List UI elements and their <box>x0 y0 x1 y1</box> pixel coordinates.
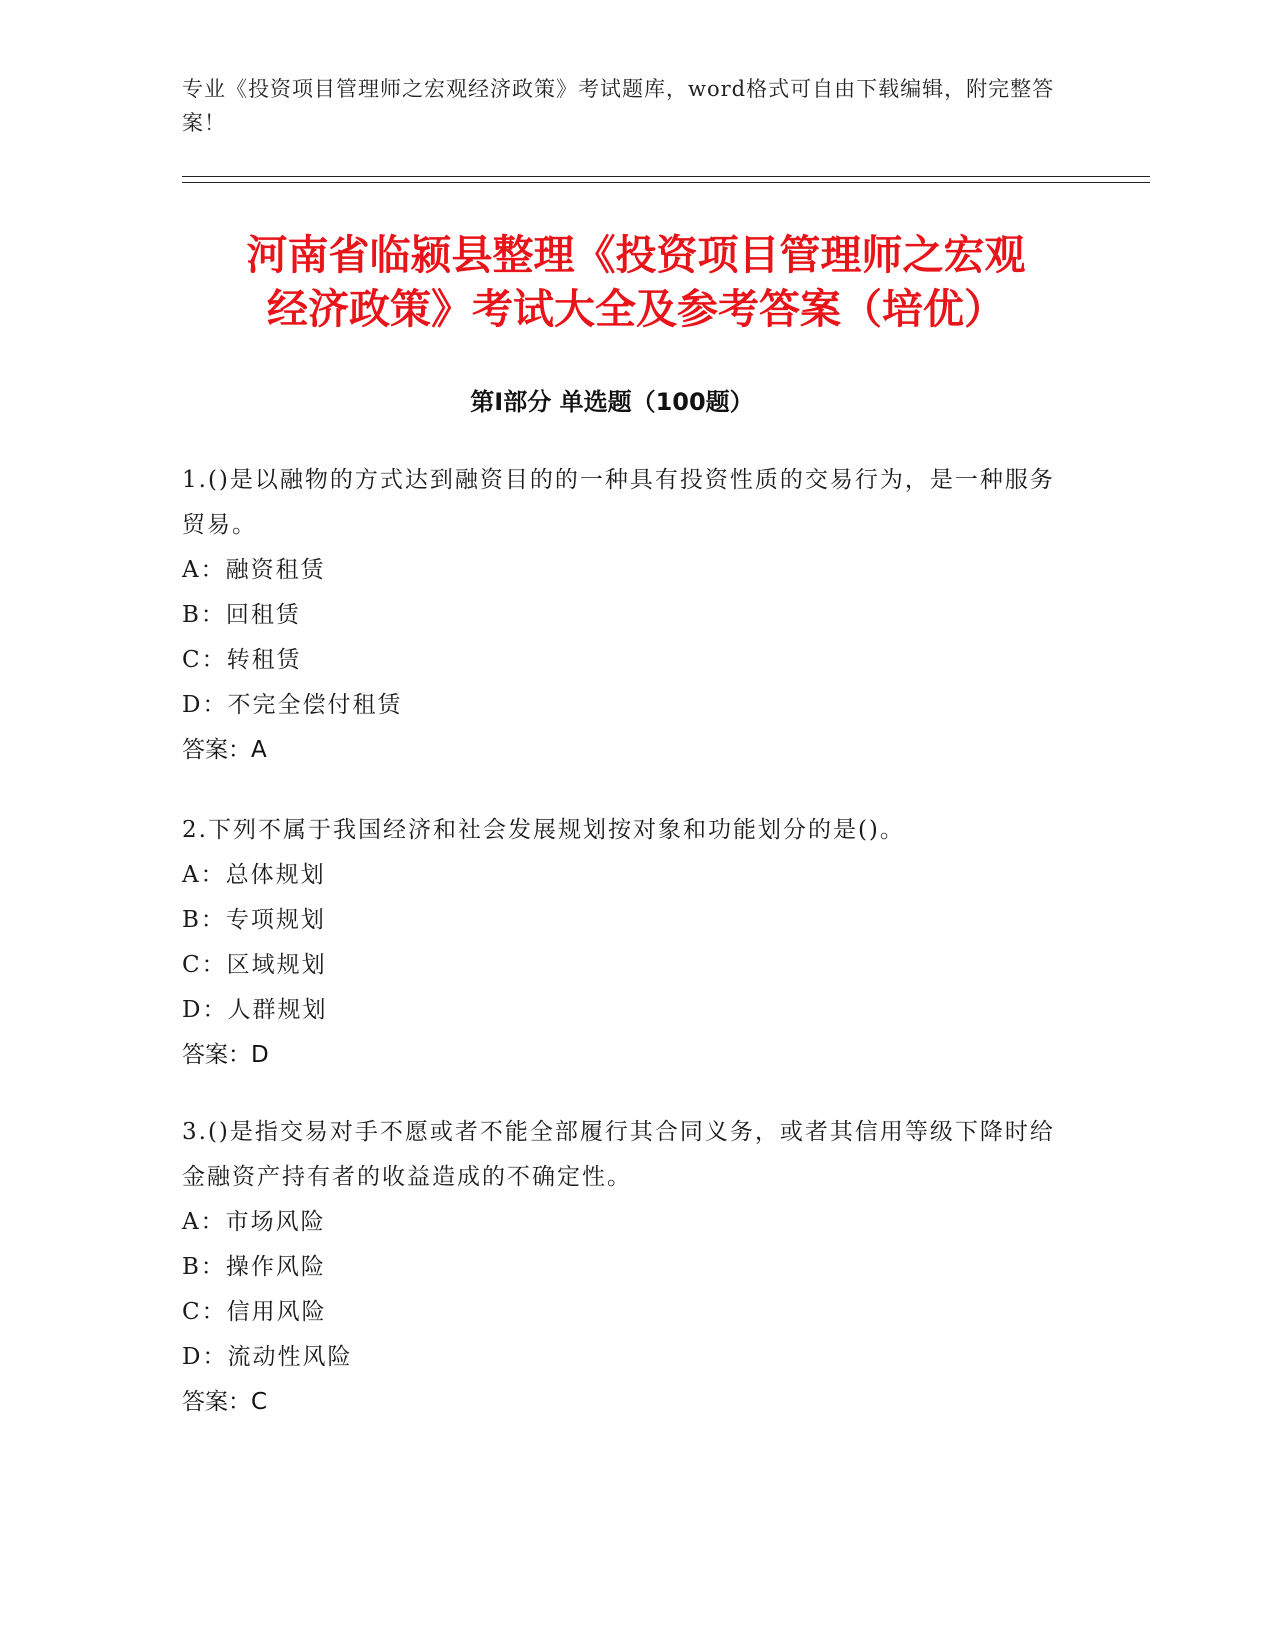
header-divider-bottom <box>182 182 1150 183</box>
section-title: 第Ⅰ部分 单选题（100题） <box>470 388 754 416</box>
document-title-line1: 河南省临颍县整理《投资项目管理师之宏观 <box>246 231 1026 279</box>
answer: 答案：D <box>182 1042 269 1068</box>
option-c: C：转租赁 <box>182 647 302 673</box>
answer: 答案：C <box>182 1389 268 1415</box>
option-d: D：人群规划 <box>182 997 328 1023</box>
header-note: 专业《投资项目管理师之宏观经济政策》考试题库，word格式可自由下载编辑，附完整答案！ <box>182 77 1055 135</box>
option-d: D：不完全偿付租赁 <box>182 692 403 718</box>
option-b: B：回租赁 <box>182 602 301 628</box>
question-stem: 2.下列不属于我国经济和社会发展规划按对象和功能划分的是()。 <box>182 817 905 843</box>
option-a: A：融资租赁 <box>182 557 326 583</box>
option-d: D：流动性风险 <box>182 1344 353 1370</box>
question-stem: 3.()是指交易对手不愿或者不能全部履行其合同义务，或者其信用等级下降时给金融资产持有者的收益造成的不确定性。 <box>182 1119 1055 1190</box>
question-3 <box>182 1110 1062 1425</box>
option-b: B：专项规划 <box>182 907 326 933</box>
option-c: C：区域规划 <box>182 952 327 978</box>
option-b: B：操作风险 <box>182 1254 326 1280</box>
question-stem: 1.()是以融物的方式达到融资目的的一种具有投资性质的交易行为，是一种服务贸易。 <box>182 467 1055 538</box>
question-2 <box>182 808 1062 1078</box>
option-c: C：信用风险 <box>182 1299 327 1325</box>
option-a: A：市场风险 <box>182 1209 326 1235</box>
header-divider-top <box>182 176 1150 177</box>
question-1 <box>182 458 1062 773</box>
document-title-line2: 经济政策》考试大全及参考答案（培优） <box>267 285 1005 333</box>
answer: 答案：A <box>182 737 267 763</box>
document-title <box>196 228 1076 336</box>
option-a: A：总体规划 <box>182 862 326 888</box>
